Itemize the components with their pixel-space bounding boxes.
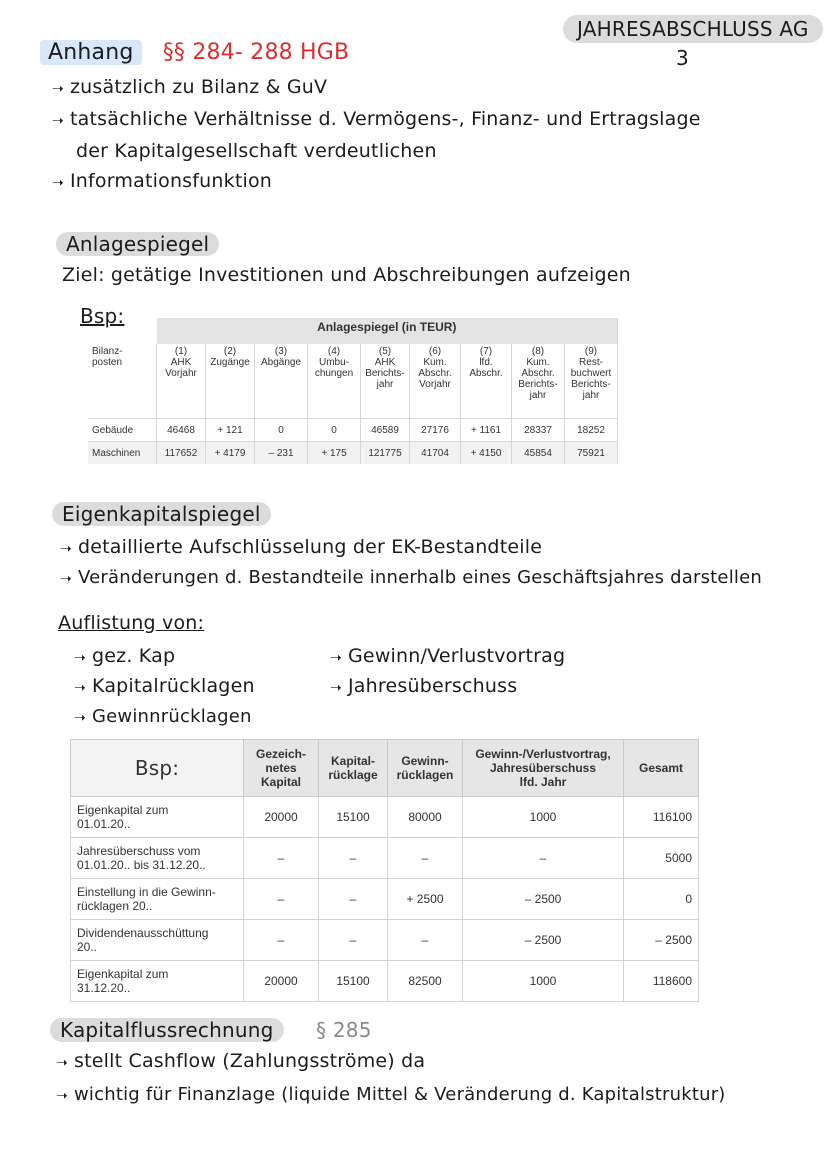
anlagespiegel-table-title: Anlagespiegel (in TEUR) — [157, 318, 618, 344]
table-cell: 75921 — [565, 442, 618, 465]
table-cell: 27176 — [410, 419, 461, 442]
table-cell: – 2500 — [463, 879, 624, 920]
arrow-icon: ➝ — [330, 650, 342, 666]
table-cell: 118600 — [624, 961, 699, 1002]
arrow-icon: ➝ — [52, 175, 64, 191]
arrow-icon: ➝ — [52, 113, 64, 129]
anhang-heading — [40, 40, 349, 65]
column-header: Gesamt — [624, 740, 699, 797]
table-cell: 46589 — [361, 419, 410, 442]
eigenkapitalspiegel-table — [70, 739, 699, 1002]
row-label: Eigenkapital zum 01.01.20.. — [71, 797, 244, 838]
table-row — [88, 442, 618, 465]
auflistung-title: Auflistung von: — [58, 612, 205, 634]
table-cell: + 2500 — [388, 879, 463, 920]
table-cell: – — [244, 879, 319, 920]
column-header: Gewinn-/Verlustvortrag, Jahresüberschuss lfd. Jahr — [463, 740, 624, 797]
table-row — [71, 920, 699, 961]
anhang-bullet-2: ➝ tatsächliche Verhältnisse d. Vermögens-, Finanz- und Ertragslage — [52, 108, 701, 130]
arrow-icon: ➝ — [74, 650, 86, 666]
kapitalfluss-title: Kapitalflussrechnung — [50, 1018, 284, 1042]
ek-bsp-label: Bsp: — [71, 740, 244, 797]
page-number: 3 — [676, 46, 689, 70]
arrow-icon: ➝ — [330, 680, 342, 696]
table-cell: – — [244, 838, 319, 879]
table-cell: 121775 — [361, 442, 410, 465]
table-row — [71, 961, 699, 1002]
page-title: JAHRESABSCHLUSS AG — [563, 15, 823, 43]
table-cell: 15100 — [319, 797, 388, 838]
table-header-row — [88, 344, 618, 419]
auflistung-item: ➝ Gewinnrücklagen — [74, 706, 252, 727]
table-cell: + 1161 — [461, 419, 512, 442]
kapitalfluss-law: § 285 — [316, 1018, 372, 1042]
anlagespiegel-table — [88, 318, 618, 464]
table-cell: 80000 — [388, 797, 463, 838]
arrow-icon: ➝ — [74, 710, 86, 726]
row-label: Jahresüberschuss vom 01.01.20.. bis 31.12.20.. — [71, 838, 244, 879]
table-row — [71, 838, 699, 879]
table-cell: 0 — [624, 879, 699, 920]
table-cell: 117652 — [157, 442, 206, 465]
column-header: (6) Kum. Abschr. Vorjahr — [410, 344, 461, 419]
anhang-title: Anhang — [40, 40, 142, 65]
ek-bullet-2: ➝ Veränderungen d. Bestandteile innerhalb eines Geschäftsjahres darstellen — [60, 567, 762, 588]
table-cell: – 2500 — [624, 920, 699, 961]
auflistung-item: ➝ Kapitalrücklagen — [74, 675, 255, 697]
column-header: Gewinn- rücklagen — [388, 740, 463, 797]
kapitalfluss-bullet-2: ➝ wichtig für Finanzlage (liquide Mittel & Veränderung d. Kapitalstruktur) — [56, 1084, 726, 1105]
table-cell: 18252 — [565, 419, 618, 442]
anhang-law: §§ 284- 288 HGB — [162, 40, 350, 65]
arrow-icon: ➝ — [56, 1055, 68, 1071]
table-cell: 1000 — [463, 797, 624, 838]
table-cell: 82500 — [388, 961, 463, 1002]
ek-bullet-1: ➝ detaillierte Aufschlüsselung der EK-Bestandteile — [60, 536, 543, 558]
column-header: Gezeich- netes Kapital — [244, 740, 319, 797]
table-cell: 0 — [308, 419, 361, 442]
row-label: Eigenkapital zum 31.12.20.. — [71, 961, 244, 1002]
table-cell: 20000 — [244, 797, 319, 838]
arrow-icon: ➝ — [74, 680, 86, 696]
table-cell: 46468 — [157, 419, 206, 442]
table-cell: + 4179 — [206, 442, 255, 465]
column-header: (7) lfd. Abschr. — [461, 344, 512, 419]
anhang-bullet-1: ➝ zusätzlich zu Bilanz & GuV — [52, 76, 328, 98]
column-header: (8) Kum. Abschr. Berichts- jahr — [512, 344, 565, 419]
table-corner — [88, 318, 157, 344]
row-label: Dividendenausschüttung 20.. — [71, 920, 244, 961]
table-cell: 1000 — [463, 961, 624, 1002]
arrow-icon: ➝ — [52, 81, 64, 97]
table-header-row — [71, 740, 699, 797]
table-cell: 15100 — [319, 961, 388, 1002]
column-header: (9) Rest- buchwert Berichts- jahr — [565, 344, 618, 419]
table-cell: – — [319, 838, 388, 879]
table-cell: – — [319, 920, 388, 961]
table-cell: 20000 — [244, 961, 319, 1002]
anlagespiegel-table-wrap — [88, 318, 618, 464]
table-cell: 116100 — [624, 797, 699, 838]
anlagespiegel-title: Anlagespiegel — [56, 232, 219, 256]
row-label: Einstellung in die Gewinn- rücklagen 20.. — [71, 879, 244, 920]
table-row — [71, 879, 699, 920]
table-cell: – — [388, 838, 463, 879]
auflistung-item: ➝ Gewinn/Verlustvortrag — [330, 645, 566, 667]
anlagespiegel-ziel: Ziel: getätige Investitionen und Abschreibungen aufzeigen — [62, 264, 631, 286]
table-cell: 28337 — [512, 419, 565, 442]
table-row — [88, 419, 618, 442]
table-cell: + 175 — [308, 442, 361, 465]
table-cell: Maschinen — [88, 442, 157, 465]
column-header: Kapital- rücklage — [319, 740, 388, 797]
table-cell: + 121 — [206, 419, 255, 442]
table-cell: – — [388, 920, 463, 961]
kapitalfluss-bullet-1: ➝ stellt Cashflow (Zahlungsströme) da — [56, 1050, 426, 1072]
column-header: (4) Umbu- chungen — [308, 344, 361, 419]
kapitalfluss-heading — [50, 1018, 372, 1042]
table-cell: – — [319, 879, 388, 920]
column-header: (2) Zugänge — [206, 344, 255, 419]
table-cell: 0 — [255, 419, 308, 442]
anlagespiegel-bsp: Bsp: — [80, 304, 125, 328]
anhang-bullet-3: ➝ Informationsfunktion — [52, 170, 273, 192]
table-cell: + 4150 — [461, 442, 512, 465]
arrow-icon: ➝ — [60, 571, 72, 587]
table-cell: Gebäude — [88, 419, 157, 442]
table-cell: 41704 — [410, 442, 461, 465]
arrow-icon: ➝ — [60, 541, 72, 557]
table-cell: – 2500 — [463, 920, 624, 961]
ek-table-wrap — [70, 739, 699, 1002]
table-cell: 5000 — [624, 838, 699, 879]
table-row — [71, 797, 699, 838]
column-header: (5) AHK Berichts- jahr — [361, 344, 410, 419]
auflistung-item: ➝ gez. Kap — [74, 645, 176, 667]
eigenkapitalspiegel-title: Eigenkapitalspiegel — [52, 502, 271, 526]
table-cell: 45854 — [512, 442, 565, 465]
column-header: Bilanz- posten — [88, 344, 157, 419]
table-cell: – — [463, 838, 624, 879]
auflistung-item: ➝ Jahresüberschuss — [330, 675, 518, 697]
table-cell: – — [244, 920, 319, 961]
arrow-icon: ➝ — [56, 1088, 68, 1104]
table-cell: – 231 — [255, 442, 308, 465]
column-header: (3) Abgänge — [255, 344, 308, 419]
column-header: (1) AHK Vorjahr — [157, 344, 206, 419]
anhang-bullet-2-cont: der Kapitalgesellschaft verdeutlichen — [76, 140, 437, 162]
